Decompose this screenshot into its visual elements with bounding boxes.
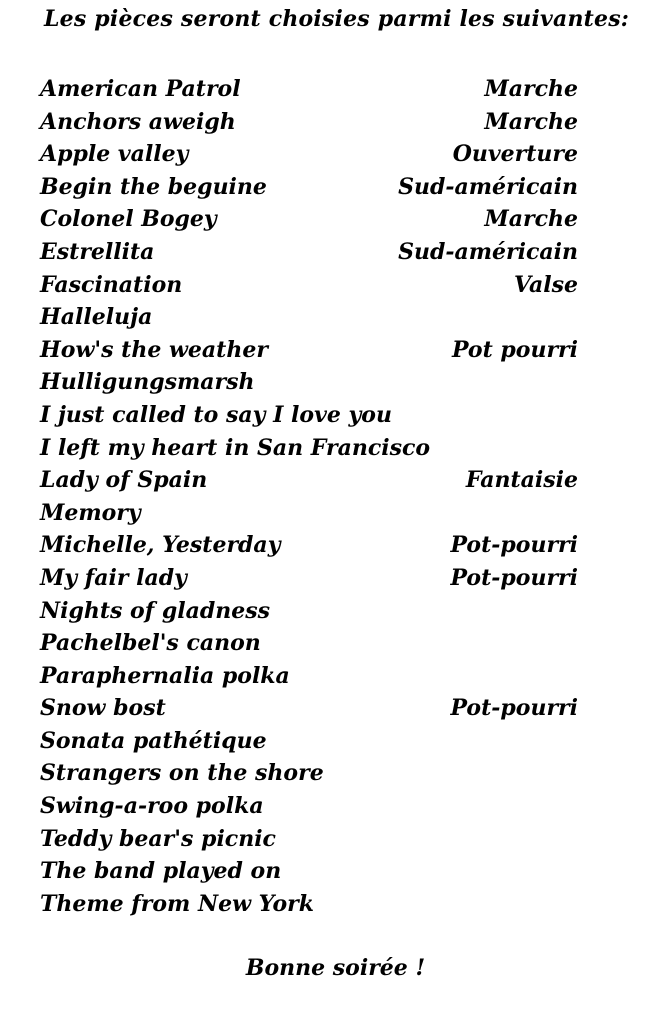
list-item bbox=[40, 139, 578, 172]
list-item bbox=[40, 693, 578, 726]
page-heading: Les pièces seront choisies parmi les suivantes: bbox=[44, 6, 630, 32]
piece-title: Memory bbox=[40, 499, 141, 526]
piece-title: Nights of gladness bbox=[40, 597, 270, 624]
list-item bbox=[40, 596, 578, 629]
piece-genre: Sud-américain bbox=[398, 238, 578, 265]
piece-title: I just called to say I love you bbox=[40, 401, 392, 428]
piece-genre: Valse bbox=[513, 271, 578, 298]
list-item bbox=[40, 107, 578, 140]
piece-title: Snow bost bbox=[40, 695, 166, 722]
piece-title: Paraphernalia polka bbox=[40, 662, 290, 689]
piece-list bbox=[40, 74, 578, 921]
list-item bbox=[40, 367, 578, 400]
piece-title: American Patrol bbox=[40, 76, 241, 102]
piece-title: Halleluja bbox=[40, 304, 153, 331]
list-item bbox=[40, 335, 578, 368]
piece-title: Teddy bear's picnic bbox=[40, 825, 276, 852]
piece-title: Michelle, Yesterday bbox=[40, 532, 281, 559]
list-item bbox=[40, 270, 578, 303]
piece-genre: Ouverture bbox=[452, 141, 578, 168]
piece-genre: Pot pourri bbox=[451, 336, 578, 363]
piece-title: Hulligungsmarsh bbox=[40, 369, 255, 396]
closing-line: Bonne soirée ! bbox=[245, 955, 426, 981]
list-item bbox=[40, 400, 578, 433]
list-item bbox=[40, 530, 578, 563]
piece-title: I left my heart in San Francisco bbox=[40, 434, 431, 461]
piece-title: Lady of Spain bbox=[40, 467, 208, 494]
piece-title: Anchors aweigh bbox=[40, 108, 236, 135]
piece-title: My fair lady bbox=[40, 564, 187, 591]
list-item bbox=[40, 433, 578, 466]
piece-genre: Fantaisie bbox=[465, 467, 578, 494]
list-item bbox=[40, 824, 578, 857]
list-item bbox=[40, 758, 578, 791]
list-item bbox=[40, 172, 578, 205]
list-item bbox=[40, 237, 578, 270]
piece-genre: Pot-pourri bbox=[450, 532, 578, 559]
list-item bbox=[40, 791, 578, 824]
piece-genre: Sud-américain bbox=[398, 173, 578, 200]
list-item bbox=[40, 661, 578, 694]
piece-title: How's the weather bbox=[40, 336, 268, 363]
list-item bbox=[40, 302, 578, 335]
piece-title: Swing-a-roo polka bbox=[40, 793, 264, 820]
list-item bbox=[40, 889, 578, 922]
piece-title: The band played on bbox=[40, 858, 282, 885]
piece-title: Theme from New York bbox=[40, 890, 314, 917]
list-item bbox=[40, 563, 578, 596]
list-item bbox=[40, 74, 578, 107]
list-item bbox=[40, 498, 578, 531]
piece-title: Sonata pathétique bbox=[40, 727, 267, 754]
piece-title: Begin the beguine bbox=[40, 173, 267, 200]
piece-genre: Marche bbox=[484, 206, 578, 233]
piece-genre: Marche bbox=[484, 108, 578, 135]
piece-genre: Pot-pourri bbox=[450, 695, 578, 722]
piece-title: Colonel Bogey bbox=[40, 206, 217, 233]
piece-title: Strangers on the shore bbox=[40, 760, 324, 787]
piece-title: Estrellita bbox=[40, 238, 155, 265]
list-item bbox=[40, 628, 578, 661]
list-item bbox=[40, 465, 578, 498]
list-item bbox=[40, 726, 578, 759]
piece-genre: Marche bbox=[484, 76, 578, 102]
piece-genre: Pot-pourri bbox=[450, 564, 578, 591]
list-item bbox=[40, 856, 578, 889]
piece-title: Apple valley bbox=[40, 141, 189, 168]
piece-title: Pachelbel's canon bbox=[40, 630, 261, 657]
list-item bbox=[40, 204, 578, 237]
piece-title: Fascination bbox=[40, 271, 183, 298]
